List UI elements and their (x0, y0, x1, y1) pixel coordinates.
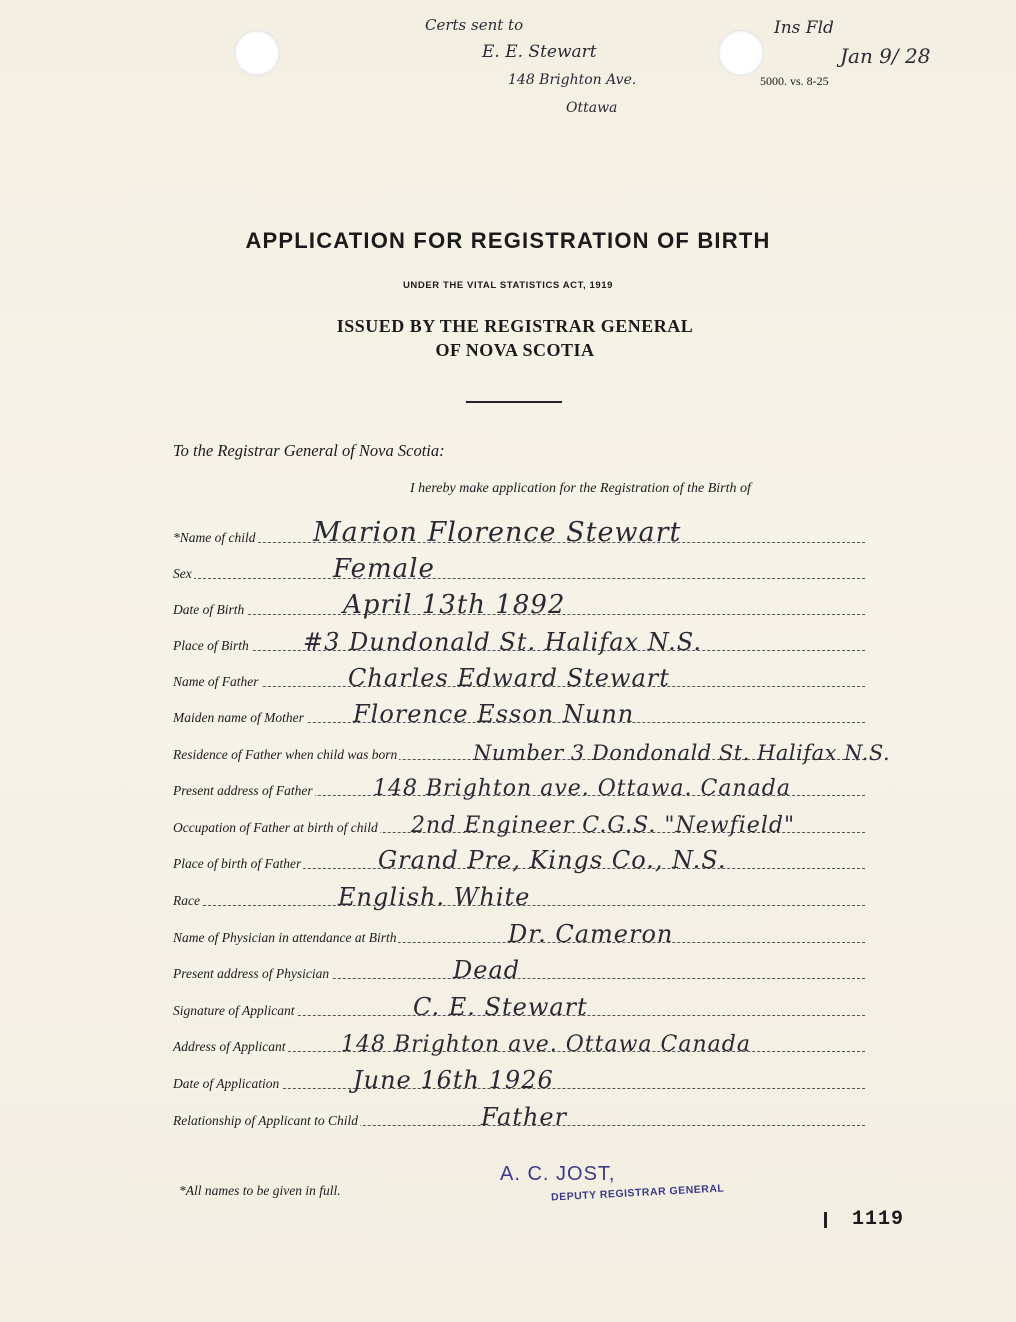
field-row-address-of-applicant (173, 1029, 865, 1059)
field-value: Female (333, 554, 435, 584)
intro-text: I hereby make application for the Registration of the Birth of (410, 481, 751, 496)
salutation: To the Registrar General of Nova Scotia: (173, 441, 445, 460)
form-subtitle: UNDER THE VITAL STATISTICS ACT, 1919 (402, 280, 614, 291)
margin-note-line-3: 148 Brighton Ave. (508, 72, 637, 88)
field-row-name-of-child (173, 517, 865, 550)
field-row-date-of-birth (173, 592, 865, 622)
field-label: Signature of Applicant (173, 1003, 295, 1018)
margin-note-line-4: Ottawa (566, 100, 618, 116)
field-label: Name of Physician in attendance at Birth (173, 930, 397, 945)
field-value: 2nd Engineer C.G.S. "Newfield" (411, 813, 796, 838)
form-number: 5000. vs. 8-25 (760, 74, 829, 88)
field-row-place-of-birth (173, 628, 865, 658)
title-divider (466, 401, 562, 403)
serial-number: 1119 (852, 1208, 905, 1231)
field-label: Maiden name of Mother (173, 710, 304, 725)
stamp-title: DEPUTY REGISTRAR GENERAL (550, 1182, 725, 1204)
field-label: Occupation of Father at birth of child (173, 820, 378, 835)
stamp-name: A. C. JOST, (500, 1163, 616, 1185)
field-value: Dead (453, 956, 521, 984)
field-value: Father (481, 1103, 568, 1131)
field-label: Present address of Father (173, 783, 313, 798)
field-value: Number 3 Dondonald St. Halifax N.S. (473, 741, 891, 765)
field-label: Residence of Father when child was born (173, 747, 398, 762)
punch-hole-right (718, 30, 764, 76)
field-label: Race (173, 893, 200, 908)
field-row-maiden-name-of-mother (173, 700, 865, 730)
field-label: Relationship of Applicant to Child (173, 1113, 358, 1128)
field-row-occupation-of-father (173, 810, 865, 840)
field-label: Place of Birth (173, 638, 249, 653)
field-label: Name of Father (173, 674, 259, 689)
field-label: Place of birth of Father (173, 856, 302, 871)
field-row-signature-of-applicant (173, 993, 865, 1023)
field-value: 148 Brighton ave. Ottawa Canada (341, 1032, 751, 1057)
field-row-present-address-of-father (173, 773, 865, 803)
issued-by-line-2: OF NOVA SCOTIA (435, 340, 595, 360)
field-value: 148 Brighton ave. Ottawa. Canada (373, 776, 791, 801)
field-value: Charles Edward Stewart (348, 664, 670, 692)
punch-hole-left (234, 30, 280, 76)
field-row-sex (173, 556, 865, 586)
margin-note-right-2: Jan 9/ 28 (840, 44, 931, 68)
field-value: April 13th 1892 (343, 590, 566, 620)
field-label: Present address of Physician (173, 966, 330, 981)
field-row-race (173, 883, 865, 913)
field-label: Sex (173, 566, 192, 581)
field-value: Florence Esson Nunn (353, 700, 635, 728)
field-value: Dr. Cameron (508, 920, 674, 948)
field-row-name-of-father (173, 664, 865, 694)
field-value: #3 Dundonald St. Halifax N.S. (303, 628, 703, 656)
dotted-line (173, 578, 865, 579)
field-value: Grand Pre, Kings Co., N.S. (378, 846, 727, 874)
margin-note-line-2: E. E. Stewart (482, 42, 597, 62)
field-row-residence-of-father (173, 737, 891, 767)
issued-by-line-1: ISSUED BY THE REGISTRAR GENERAL (336, 316, 694, 336)
field-value: C. E. Stewart (413, 993, 588, 1021)
field-label: Address of Applicant (173, 1039, 286, 1054)
field-value: June 16th 1926 (353, 1066, 554, 1094)
margin-note-line-1: Certs sent to (425, 16, 524, 34)
field-label: Date of Application (173, 1076, 280, 1091)
field-row-place-of-birth-of-father (173, 846, 865, 876)
field-value: Marion Florence Stewart (313, 517, 682, 548)
field-value: English. White (338, 883, 531, 911)
form-title: APPLICATION FOR REGISTRATION OF BIRTH (245, 228, 771, 253)
field-label: Date of Birth (173, 602, 245, 617)
field-row-name-of-physician (173, 920, 865, 950)
field-row-present-address-of-physician (173, 956, 865, 986)
field-label: *Name of child (173, 530, 256, 545)
serial-tick-mark (824, 1212, 827, 1228)
field-row-date-of-application (173, 1066, 865, 1096)
margin-note-right-1: Ins Fld (774, 18, 834, 38)
field-row-relationship-of-applicant (173, 1103, 865, 1133)
footnote: *All names to be given in full. (179, 1183, 341, 1198)
